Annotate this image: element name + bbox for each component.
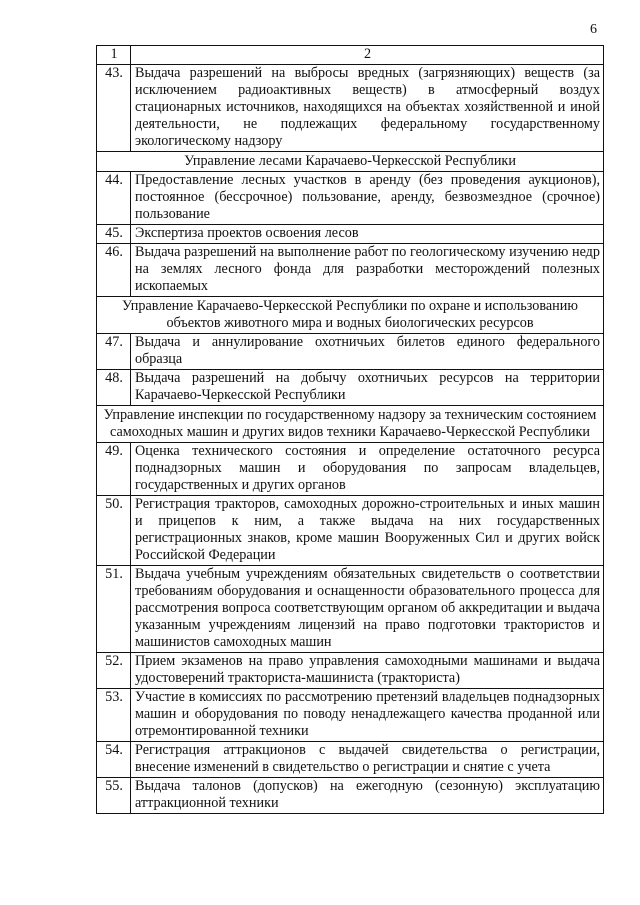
service-description: Экспертиза проектов освоения лесов <box>131 225 604 244</box>
service-description: Регистрация тракторов, самоходных дорожно-строительных и иных машин и прицепов к ним, а также выдача на них государственных регистрационных знаков, кроме машин Вооруженных Сил и других войск Российской Федерации <box>131 496 604 566</box>
service-description: Выдача разрешений на выполнение работ по геологическому изучению недр на землях лесного фонда для разработки месторождений полезных ископаемых <box>131 244 604 297</box>
service-description: Выдача разрешений на добычу охотничьих ресурсов на территории Карачаево-Черкесской Республики <box>131 370 604 406</box>
table-row <box>97 370 604 406</box>
services-table <box>96 45 604 814</box>
row-number: 48. <box>97 370 131 406</box>
section-header-row <box>97 406 604 443</box>
row-number: 52. <box>97 653 131 689</box>
table-row <box>97 566 604 653</box>
service-description: Выдача талонов (допусков) на ежегодную (сезонную) эксплуатацию аттракционной техники <box>131 778 604 814</box>
service-description: Выдача разрешений на выбросы вредных (загрязняющих) веществ (за исключением радиоактивных веществ) в атмосферный воздух стационарных источников, находящихся на объектах хозяйственной и иной деятельности, не подлежащих федеральному государственному экологическому надзору <box>131 65 604 152</box>
table-row <box>97 65 604 152</box>
header-col-number: 1 <box>97 46 131 65</box>
table-header-row <box>97 46 604 65</box>
row-number: 43. <box>97 65 131 152</box>
row-number: 49. <box>97 443 131 496</box>
table-row <box>97 334 604 370</box>
row-number: 53. <box>97 689 131 742</box>
service-description: Выдача учебным учреждениям обязательных свидетельств о соответствии требованиям оборудования и оснащенности образовательного процесса для рассмотрения вопроса соответствующим органом об аккредитации и выдача указанным учреждениям лицензий на право подготовки трактористов и машинистов самоходных машин <box>131 566 604 653</box>
section-header-row <box>97 152 604 172</box>
row-number: 55. <box>97 778 131 814</box>
row-number: 51. <box>97 566 131 653</box>
table-row <box>97 742 604 778</box>
service-description: Выдача и аннулирование охотничьих билетов единого федерального образца <box>131 334 604 370</box>
row-number: 47. <box>97 334 131 370</box>
table-row <box>97 443 604 496</box>
section-header-row <box>97 297 604 334</box>
section-title: Управление инспекции по государственному надзору за техническим состоянием самоходных машин и других видов техники Карачаево-Черкесской Республики <box>97 406 604 443</box>
table-row <box>97 653 604 689</box>
row-number: 45. <box>97 225 131 244</box>
table-row <box>97 244 604 297</box>
section-title: Управление Карачаево-Черкесской Республики по охране и использованию объектов животного мира и водных биологических ресурсов <box>97 297 604 334</box>
header-col-description: 2 <box>131 46 604 65</box>
row-number: 50. <box>97 496 131 566</box>
service-description: Прием экзаменов на право управления самоходными машинами и выдача удостоверений тракториста-машиниста (тракториста) <box>131 653 604 689</box>
service-description: Оценка технического состояния и определение остаточного ресурса поднадзорных машин и оборудования по запросам владельцев, государственных и других органов <box>131 443 604 496</box>
row-number: 46. <box>97 244 131 297</box>
table-row <box>97 778 604 814</box>
table-row <box>97 172 604 225</box>
table-row <box>97 225 604 244</box>
row-number: 54. <box>97 742 131 778</box>
page-number: 6 <box>590 22 597 37</box>
service-description: Предоставление лесных участков в аренду (без проведения аукционов), постоянное (бессрочное) пользование, аренду, безвозмездное (срочное) пользование <box>131 172 604 225</box>
table-row <box>97 496 604 566</box>
section-title: Управление лесами Карачаево-Черкесской Республики <box>97 152 604 172</box>
row-number: 44. <box>97 172 131 225</box>
service-description: Участие в комиссиях по рассмотрению претензий владельцев поднадзорных машин и оборудования по поводу ненадлежащего качества проданной или отремонтированной техники <box>131 689 604 742</box>
service-description: Регистрация аттракционов с выдачей свидетельства о регистрации, внесение изменений в свидетельство о регистрации и снятие с учета <box>131 742 604 778</box>
services-table-body <box>97 46 604 814</box>
table-row <box>97 689 604 742</box>
